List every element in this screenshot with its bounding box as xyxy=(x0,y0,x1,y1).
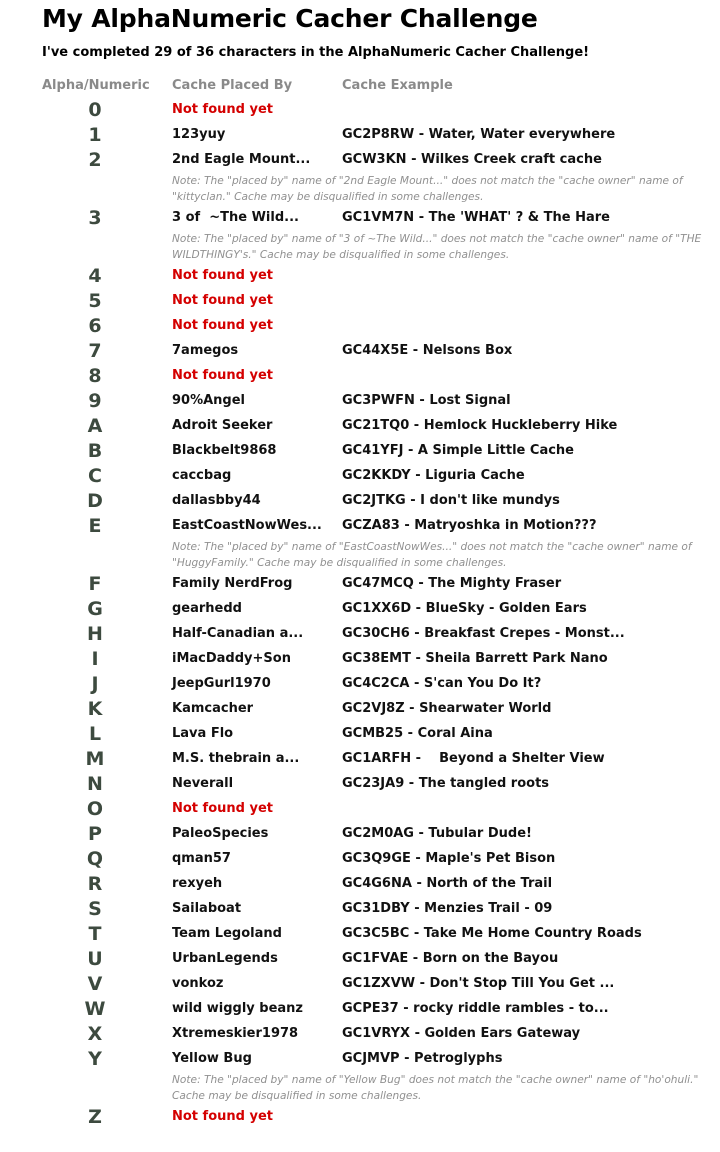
alpha-numeric-character: 3 xyxy=(88,207,102,229)
cache-placed-by[interactable]: caccbag xyxy=(172,468,232,483)
cache-example-link[interactable]: GC3PWFN - Lost Signal xyxy=(342,393,511,408)
not-found-status: Not found yet xyxy=(172,801,273,816)
cache-example-link[interactable]: GCJMVP - Petroglyphs xyxy=(342,1051,503,1066)
table-row xyxy=(0,722,720,747)
alpha-numeric-character: 9 xyxy=(88,390,102,412)
table-row xyxy=(0,339,720,364)
column-header-cache-example: Cache Example xyxy=(342,78,453,93)
table-row xyxy=(0,797,720,822)
cache-placed-by[interactable]: PaleoSpecies xyxy=(172,826,269,841)
table-row xyxy=(0,572,720,597)
owner-mismatch-note: Note: The "placed by" name of "3 of ~The Wild..." does not match the "cache owner" name of "THE WILDTHINGY's." Cache may be disqualified in some challenges. xyxy=(172,233,702,261)
cache-placed-by[interactable]: Neverall xyxy=(172,776,234,791)
not-found-status: Not found yet xyxy=(172,268,273,283)
cache-example-link[interactable]: GC2M0AG - Tubular Dude! xyxy=(342,826,532,841)
cache-placed-by[interactable]: Yellow Bug xyxy=(172,1051,252,1066)
owner-mismatch-note: Note: The "placed by" name of "EastCoastNowWes..." does not match the "cache owner" name of "HuggyFamily." Cache may be disqualified in some challenges. xyxy=(172,541,692,569)
alpha-numeric-character: 2 xyxy=(88,149,102,171)
table-row xyxy=(0,389,720,414)
cache-placed-by[interactable]: Kamcacher xyxy=(172,701,254,716)
cache-example-link[interactable]: GC1ARFH - Beyond a Shelter View xyxy=(342,751,605,766)
table-row xyxy=(0,847,720,872)
cache-example-link[interactable]: GC41YFJ - A Simple Little Cache xyxy=(342,443,574,458)
table-row xyxy=(0,439,720,464)
alpha-numeric-character: Z xyxy=(88,1106,102,1128)
cache-placed-by[interactable]: Sailaboat xyxy=(172,901,242,916)
cache-placed-by[interactable]: Lava Flo xyxy=(172,726,234,741)
cache-example-link[interactable]: GC21TQ0 - Hemlock Huckleberry Hike xyxy=(342,418,618,433)
cache-example-link[interactable]: GC2P8RW - Water, Water everywhere xyxy=(342,127,616,142)
alpha-numeric-character: F xyxy=(88,573,102,595)
table-row xyxy=(0,747,720,772)
table-row xyxy=(0,872,720,897)
table-row xyxy=(0,922,720,947)
cache-example-link[interactable]: GC3C5BC - Take Me Home Country Roads xyxy=(342,926,642,941)
alpha-numeric-character: O xyxy=(86,798,104,820)
cache-example-link[interactable]: GC2KKDY - Liguria Cache xyxy=(342,468,525,483)
cache-example-link[interactable]: GC23JA9 - The tangled roots xyxy=(342,776,550,791)
alpha-numeric-character: 8 xyxy=(88,365,102,387)
alpha-numeric-character: 6 xyxy=(88,315,102,337)
alpha-numeric-character: W xyxy=(84,998,106,1020)
cache-placed-by[interactable]: Adroit Seeker xyxy=(172,418,273,433)
cache-example-link[interactable]: GCMB25 - Coral Aina xyxy=(342,726,493,741)
cache-example-link[interactable]: GC1FVAE - Born on the Bayou xyxy=(342,951,559,966)
alpha-numeric-character: L xyxy=(88,723,102,745)
table-row xyxy=(0,897,720,922)
alpha-numeric-character: H xyxy=(87,623,103,645)
alpha-numeric-character: T xyxy=(88,923,102,945)
table-row xyxy=(0,289,720,314)
alpha-numeric-character: E xyxy=(88,515,102,537)
cache-example-link[interactable]: GCPE37 - rocky riddle rambles - to... xyxy=(342,1001,609,1016)
alpha-numeric-character: 7 xyxy=(88,340,102,362)
cache-example-link[interactable]: GC38EMT - Sheila Barrett Park Nano xyxy=(342,651,608,666)
table-row xyxy=(0,822,720,847)
table-row xyxy=(0,464,720,489)
cache-example-link[interactable]: GC30CH6 - Breakfast Crepes - Monst... xyxy=(342,626,625,641)
table-row xyxy=(0,997,720,1022)
not-found-status: Not found yet xyxy=(172,293,273,308)
alpha-numeric-character: B xyxy=(87,440,103,462)
owner-mismatch-note: Note: The "placed by" name of "2nd Eagle Mount..." does not match the "cache owner" name of "kittyclan." Cache may be disqualified in some challenges. xyxy=(172,175,683,203)
cache-placed-by[interactable]: M.S. thebrain a... xyxy=(172,751,300,766)
completion-summary: I've completed 29 of 36 characters in the AlphaNumeric Cacher Challenge! xyxy=(42,45,590,60)
cache-example-link[interactable]: GCZA83 - Matryoshka in Motion??? xyxy=(342,518,597,533)
alpha-numeric-character: I xyxy=(91,648,99,670)
cache-example-link[interactable]: GC47MCQ - The Mighty Fraser xyxy=(342,576,562,591)
cache-placed-by[interactable]: 123yuy xyxy=(172,127,226,142)
cache-example-link[interactable]: GC4C2CA - S'can You Do It? xyxy=(342,676,542,691)
cache-example-link[interactable]: GCW3KN - Wilkes Creek craft cache xyxy=(342,152,602,167)
cache-placed-by[interactable]: Team Legoland xyxy=(172,926,282,941)
table-row xyxy=(0,264,720,289)
cache-example-link[interactable]: GC3Q9GE - Maple's Pet Bison xyxy=(342,851,556,866)
alpha-numeric-character: 0 xyxy=(88,99,102,121)
table-row xyxy=(0,672,720,697)
cache-placed-by[interactable]: 2nd Eagle Mount... xyxy=(172,152,311,167)
not-found-status: Not found yet xyxy=(172,1109,273,1124)
cache-placed-by[interactable]: EastCoastNowWes... xyxy=(172,518,322,533)
table-row xyxy=(0,489,720,514)
cache-example-link[interactable]: GC1VM7N - The 'WHAT' ? & The Hare xyxy=(342,210,610,225)
alpha-numeric-character: 5 xyxy=(88,290,102,312)
alpha-numeric-character: J xyxy=(91,673,99,695)
cache-placed-by[interactable]: Xtremeskier1978 xyxy=(172,1026,299,1041)
table-row xyxy=(0,1022,720,1047)
alpha-numeric-character: D xyxy=(87,490,103,512)
column-header-cache-placed-by: Cache Placed By xyxy=(172,78,293,93)
table-row xyxy=(0,148,720,173)
cache-example-link[interactable]: GC2JTKG - I don't like mundys xyxy=(342,493,560,508)
table-row xyxy=(0,206,720,231)
cache-placed-by[interactable]: 7amegos xyxy=(172,343,239,358)
cache-placed-by[interactable]: 90%Angel xyxy=(172,393,246,408)
cache-placed-by[interactable]: Half-Canadian a... xyxy=(172,626,304,641)
alpha-numeric-character: G xyxy=(87,598,103,620)
not-found-status: Not found yet xyxy=(172,318,273,333)
cache-placed-by[interactable]: JeepGurl1970 xyxy=(172,676,271,691)
table-row xyxy=(0,622,720,647)
table-row xyxy=(0,414,720,439)
alpha-numeric-character: N xyxy=(87,773,103,795)
table-row xyxy=(0,647,720,672)
alpha-numeric-character: 1 xyxy=(88,124,102,146)
table-row xyxy=(0,1105,720,1130)
challenge-table xyxy=(0,98,720,1130)
cache-placed-by[interactable]: Family NerdFrog xyxy=(172,576,293,591)
not-found-status: Not found yet xyxy=(172,368,273,383)
cache-example-link[interactable]: GC2VJ8Z - Shearwater World xyxy=(342,701,552,716)
alpha-numeric-character: K xyxy=(87,698,103,720)
cache-example-link[interactable]: GC4G6NA - North of the Trail xyxy=(342,876,553,891)
alpha-numeric-character: A xyxy=(87,415,103,437)
alpha-numeric-character: P xyxy=(88,823,102,845)
table-row xyxy=(0,314,720,339)
cache-placed-by[interactable]: gearhedd xyxy=(172,601,242,616)
cache-placed-by[interactable]: vonkoz xyxy=(172,976,224,991)
table-row xyxy=(0,514,720,539)
table-row xyxy=(0,972,720,997)
table-row xyxy=(0,697,720,722)
alpha-numeric-character: U xyxy=(87,948,103,970)
alpha-numeric-character: M xyxy=(85,748,105,770)
cache-placed-by[interactable]: 3 of ~The Wild... xyxy=(172,210,299,225)
owner-mismatch-note: Note: The "placed by" name of "Yellow Bug" does not match the "cache owner" name of "ho'ohuli." Cache may be disqualified in some challenges. xyxy=(172,1074,699,1102)
cache-example-link[interactable]: GC1VRYX - Golden Ears Gateway xyxy=(342,1026,581,1041)
alpha-numeric-character: 4 xyxy=(88,265,102,287)
alpha-numeric-character: R xyxy=(87,873,103,895)
table-row xyxy=(0,947,720,972)
table-row xyxy=(0,98,720,123)
page-title: My AlphaNumeric Cacher Challenge xyxy=(42,4,538,33)
cache-example-link[interactable]: GC1XX6D - BlueSky - Golden Ears xyxy=(342,601,587,616)
table-row xyxy=(0,1047,720,1072)
cache-placed-by[interactable]: UrbanLegends xyxy=(172,951,278,966)
cache-placed-by[interactable]: dallasbby44 xyxy=(172,493,261,508)
cache-placed-by[interactable]: wild wiggly beanz xyxy=(172,1001,304,1016)
alpha-numeric-character: S xyxy=(88,898,102,920)
column-header-alpha-numeric: Alpha/Numeric xyxy=(42,78,150,93)
alpha-numeric-character: C xyxy=(88,465,102,487)
alpha-numeric-character: Q xyxy=(86,848,104,870)
cache-example-link[interactable]: GC31DBY - Menzies Trail - 09 xyxy=(342,901,553,916)
table-row xyxy=(0,123,720,148)
not-found-status: Not found yet xyxy=(172,102,273,117)
cache-placed-by[interactable]: Blackbelt9868 xyxy=(172,443,277,458)
alpha-numeric-character: V xyxy=(87,973,103,995)
table-row xyxy=(0,364,720,389)
alpha-numeric-character: X xyxy=(87,1023,103,1045)
alpha-numeric-character: Y xyxy=(88,1048,102,1070)
cache-placed-by[interactable]: rexyeh xyxy=(172,876,223,891)
cache-example-link[interactable]: GC44X5E - Nelsons Box xyxy=(342,343,513,358)
cache-placed-by[interactable]: iMacDaddy+Son xyxy=(172,651,291,666)
table-row xyxy=(0,597,720,622)
table-row xyxy=(0,772,720,797)
cache-example-link[interactable]: GC1ZXVW - Don't Stop Till You Get ... xyxy=(342,976,615,991)
cache-placed-by[interactable]: qman57 xyxy=(172,851,231,866)
